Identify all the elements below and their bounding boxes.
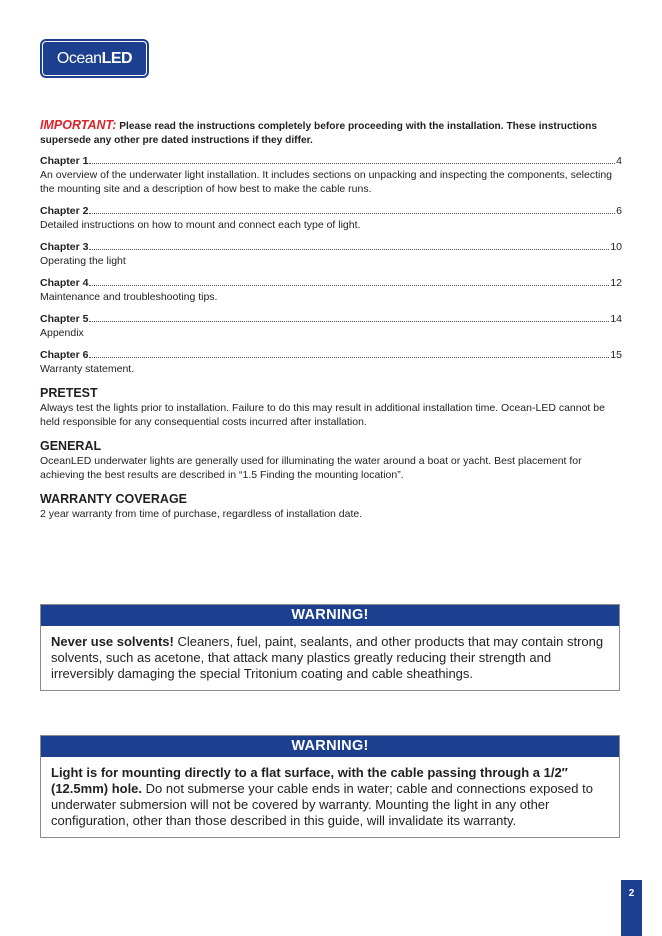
toc-leader: [89, 163, 615, 164]
toc-description: Operating the light: [40, 255, 126, 267]
pretest-text: Always test the lights prior to installation. Failure to do this may result in additional installation time. Ocean-LED cannot be held responsible for any consequential costs incurred after installation.: [40, 402, 605, 428]
toc-leader: [89, 357, 609, 358]
toc-leader: [89, 321, 609, 322]
toc-page: 6: [616, 205, 622, 217]
toc-chapter: Chapter 2: [40, 205, 89, 217]
warning-text: Cleaners, fuel, paint, sealants, and other products that may contain strong solvents, such as acetone, that attack many plastics greatly reducing their strength and irreversibly damaging the special Tritonium coating and cable sheathings.: [51, 634, 604, 681]
toc-description: Appendix: [40, 327, 84, 339]
toc-chapter: Chapter 1: [40, 155, 89, 167]
general-text: OceanLED underwater lights are generally used for illuminating the water around a boat or yacht. Best placement for achieving the best results are described in “1.5 Finding the mounting location”.: [40, 455, 582, 481]
important-label: IMPORTANT:: [40, 118, 117, 132]
toc-entry-2: [40, 205, 622, 232]
toc-description: Warranty statement.: [40, 363, 135, 375]
toc-chapter: Chapter 6: [40, 349, 89, 361]
warranty-text: 2 year warranty from time of purchase, regardless of installation date.: [40, 508, 363, 520]
toc-entry-3: [40, 241, 622, 268]
important-notice: [40, 118, 622, 148]
warranty-heading: WARRANTY COVERAGE: [40, 492, 188, 506]
pretest-section: [40, 385, 622, 429]
toc-leader: [89, 285, 609, 286]
toc-chapter: Chapter 4: [40, 277, 89, 289]
toc-page: 15: [610, 349, 622, 361]
oceanled-logo: [40, 39, 149, 78]
warning-body: [41, 757, 619, 837]
general-section: [40, 438, 622, 482]
toc-entry-4: [40, 277, 622, 304]
page-number-tab: [621, 880, 642, 936]
warning-bold-text: Light is for mounting directly to a flat surface, with the cable passing through a 1/2″ (12.5mm) hole.: [51, 765, 568, 796]
toc-description: Maintenance and troubleshooting tips.: [40, 291, 218, 303]
pretest-heading: PRETEST: [40, 386, 98, 400]
warning-box-solvents: [40, 604, 620, 691]
warning-text: Do not submerse your cable ends in water; cable and connections exposed to underwater submersion will not be covered by warranty. Mounting the light in any other configuration, other than those described in this guide, will invalidate its warranty.: [51, 781, 593, 828]
general-heading: GENERAL: [40, 439, 102, 453]
main-content: [40, 118, 622, 530]
warning-title: WARNING!: [41, 605, 619, 626]
toc-page: 12: [610, 277, 622, 289]
logo-text-led: LED: [101, 49, 133, 67]
warning-box-mounting: [40, 735, 620, 838]
table-of-contents: [40, 155, 622, 376]
toc-page: 14: [610, 313, 622, 325]
toc-chapter: Chapter 3: [40, 241, 89, 253]
logo-text-ocean: Ocean: [56, 49, 102, 67]
warning-body: [41, 626, 619, 690]
toc-entry-5: [40, 313, 622, 340]
important-text: Please read the instructions completely before proceeding with the installation. These instructions supersede any other pre dated instructions if they differ.: [40, 121, 598, 146]
logo-frame: [42, 41, 147, 76]
toc-description: An overview of the underwater light installation. It includes sections on unpacking and inspecting the components, selecting the mounting site and a description of how best to make the cable runs.: [40, 169, 613, 195]
toc-chapter: Chapter 5: [40, 313, 89, 325]
warning-title: WARNING!: [41, 736, 619, 757]
warranty-section: [40, 491, 622, 521]
page-number: 2: [628, 888, 635, 899]
toc-leader: [89, 213, 615, 214]
toc-description: Detailed instructions on how to mount and connect each type of light.: [40, 219, 361, 231]
warning-bold-text: Never use solvents!: [51, 634, 174, 649]
toc-page: 10: [610, 241, 622, 253]
toc-leader: [89, 249, 609, 250]
toc-entry-1: [40, 155, 622, 196]
toc-entry-6: [40, 349, 622, 376]
toc-page: 4: [616, 155, 622, 167]
